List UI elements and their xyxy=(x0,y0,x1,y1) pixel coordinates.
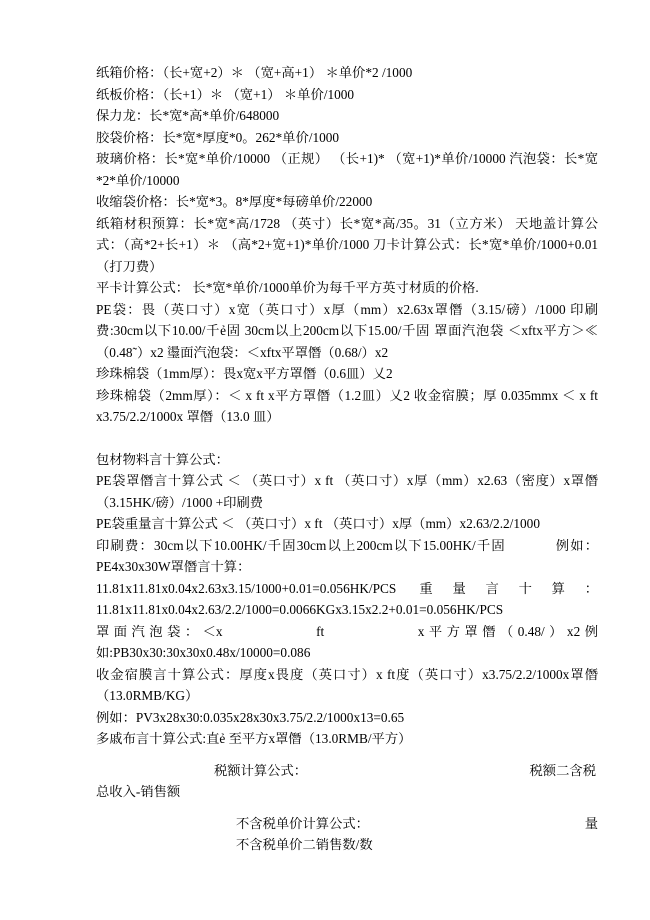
formula-paragraph: PE袋：畏（英口寸）x宽（英口寸）x厚（mm）x2.63x罩僭（3.15/磅）/1000 印刷费:30cm以下10.00/千ẻ固 30cm以上200cm以下15.00/千固 罩面汽泡袋 ＜xftx平方＞≪（0.48˜）x2 璗面汽泡袋：＜xftx平罩僭（0.68/）x2 xyxy=(96,301,598,360)
paragraph-spacer xyxy=(96,750,598,760)
section-paragraph: 11.81x11.81x0.04x2.63x3.15/1000+0.01=0.056HK/PCS 重量言十算：11.81x11.81x0.04x2.63/2.2/1000=0.0066KGx3.15x2.2+0.01=0.056HK/PCS xyxy=(96,580,598,617)
section-paragraph: 印刷费：30cm以下10.00HK/千固30cm以上200cm以下15.00HK/千固 例如：PE4x30x30W罩僭言十算： xyxy=(96,537,598,574)
formula-paragraph: 珍珠棉袋（2mm厚）：＜ x ft x平方罩僭（1.2皿）乂2 收金宿膜；厚 0.035mmx ＜ x ft x3.75/2.2/1000x 罩僭（13.0 皿） xyxy=(96,387,598,424)
formula-paragraph: 平卡计算公式： 长*宽*单价/1000单价为每千平方英寸材质的价格. xyxy=(96,280,479,295)
formula-paragraph: 保力龙：长*宽*高*单价/648000 xyxy=(96,108,280,123)
formula-paragraph: 收缩袋价格：长*宽*3。8*厚度*每磅单价/22000 xyxy=(96,194,373,209)
income-line: 总收入-销售额 xyxy=(96,784,181,799)
net-price-formula-label: 不含税单价计算公式： xyxy=(236,815,369,831)
formula-paragraph: 纸箱材积预算：长*宽*高/1728 （英寸）长*宽*高/35。31（立方米） 天地盖计算公式：（高*2+长+1）＊ （高*2+宽+1)*单价/1000 刀卡计算公式：长*宽*单价/1000+0.01（打刀费） xyxy=(96,215,598,274)
net-price-line: 不含税单价二销售数/数 xyxy=(236,837,373,852)
tax-formula-row xyxy=(96,760,598,782)
tax-included-label: 税额二含税 xyxy=(529,762,596,778)
net-price-suffix: 量 xyxy=(584,815,598,831)
formula-paragraph: 纸板价格：（长+1）＊ （宽+1） ＊单价/1000 xyxy=(96,86,355,102)
section-paragraph: 例如：PV3x28x30:0.035x28x30x3.75/2.2/1000x13=0.65 xyxy=(96,709,405,725)
net-price-formula-row xyxy=(96,813,598,835)
document-body xyxy=(96,62,602,856)
section-paragraph: 收金宿膜言十算公式：厚度x畏度（英口寸）x ft度（英口寸）x3.75/2.2/1000x罩僭 （13.0RMB/KG） xyxy=(96,666,602,703)
tax-formula-label: 税额计算公式： xyxy=(214,762,308,778)
formula-paragraph: 纸箱价格：（长+宽+2）＊ （宽+高+1） ＊单价*2 /1000 xyxy=(96,65,413,80)
formula-paragraph: 珍珠棉袋（1mm厚）：畏x宽x平方罩僭（0.6皿）乂2 xyxy=(96,366,393,381)
section-title: 包材物料言十算公式： xyxy=(96,451,229,467)
formula-paragraph: 玻璃价格：长*宽*单价/10000 （正规） （长+1)* （宽+1)*单价/10000 汽泡袋：长*宽*2*单价/10000 xyxy=(96,151,598,188)
formula-paragraph: 胶袋价格：长*宽*厚度*0。262*单价/1000 xyxy=(96,129,340,145)
section-paragraph: PE袋罩僭言十算公式 ＜ （英口寸）x ft （英口寸）x厚（mm）x2.63（密度）x罩僭 （3.15HK/磅）/1000 +印刷费 xyxy=(96,473,602,510)
section-paragraph: PE袋重量言十算公式 ＜ （英口寸）x ft （英口寸）x厚（mm）x2.63/2.2/1000 xyxy=(96,516,540,531)
section-paragraph: 罩面汽泡袋：＜x ft x平方罩僭（0.48/）x2例如:PB30x30:30x30x0.48x/10000=0.086 xyxy=(96,623,598,660)
section-paragraph: 多戚布言十算公式:直ẻ 至平方x罩僭（13.0RMB/平方） xyxy=(96,731,412,746)
paragraph-spacer xyxy=(96,803,598,813)
paragraph-spacer xyxy=(96,428,598,449)
